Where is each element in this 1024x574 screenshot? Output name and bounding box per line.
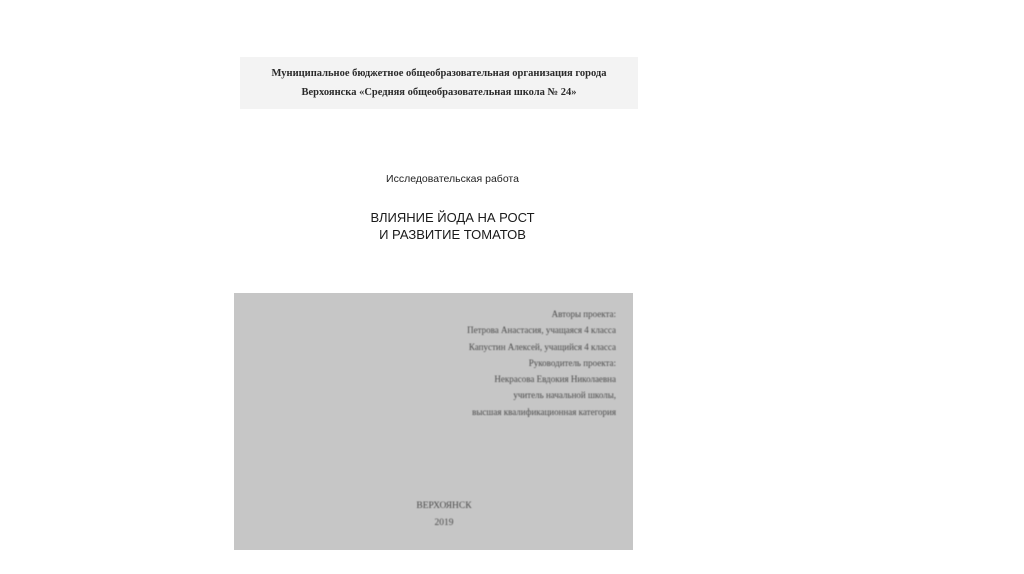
cover-footer — [384, 498, 504, 532]
authors-heading: Авторы проекта: — [551, 309, 616, 319]
organization-line-2: Верхоянска «Средняя общеобразовательная школа № 24» — [301, 87, 577, 98]
supervisor-name: Некрасова Евдокия Николаевна — [494, 374, 616, 385]
authors-block — [316, 306, 616, 420]
supervisor-category: высшая квалификационная категория — [472, 406, 616, 417]
supervisor-heading: Руководитель проекта: — [528, 357, 616, 368]
organization-header — [240, 57, 638, 109]
year-label: 2019 — [434, 518, 454, 528]
document-type: Исследовательская работа — [386, 173, 519, 185]
author-2: Капустин Алексей, учащийся 4 класса — [468, 341, 616, 352]
organization-line-1: Муниципальное бюджетное общеобразовательная организация города — [271, 68, 607, 79]
supervisor-role: учитель начальной школы, — [513, 390, 616, 401]
title-line-2: И РАЗВИТИЕ ТОМАТОВ — [379, 227, 526, 242]
cover-info-panel — [234, 293, 633, 550]
city-label: ВЕРХОЯНСК — [416, 501, 472, 511]
author-1: Петрова Анастасия, учащаяся 4 класса — [467, 325, 616, 336]
document-title — [300, 209, 605, 243]
title-line-1: ВЛИЯНИЕ ЙОДА НА РОСТ — [370, 210, 535, 225]
